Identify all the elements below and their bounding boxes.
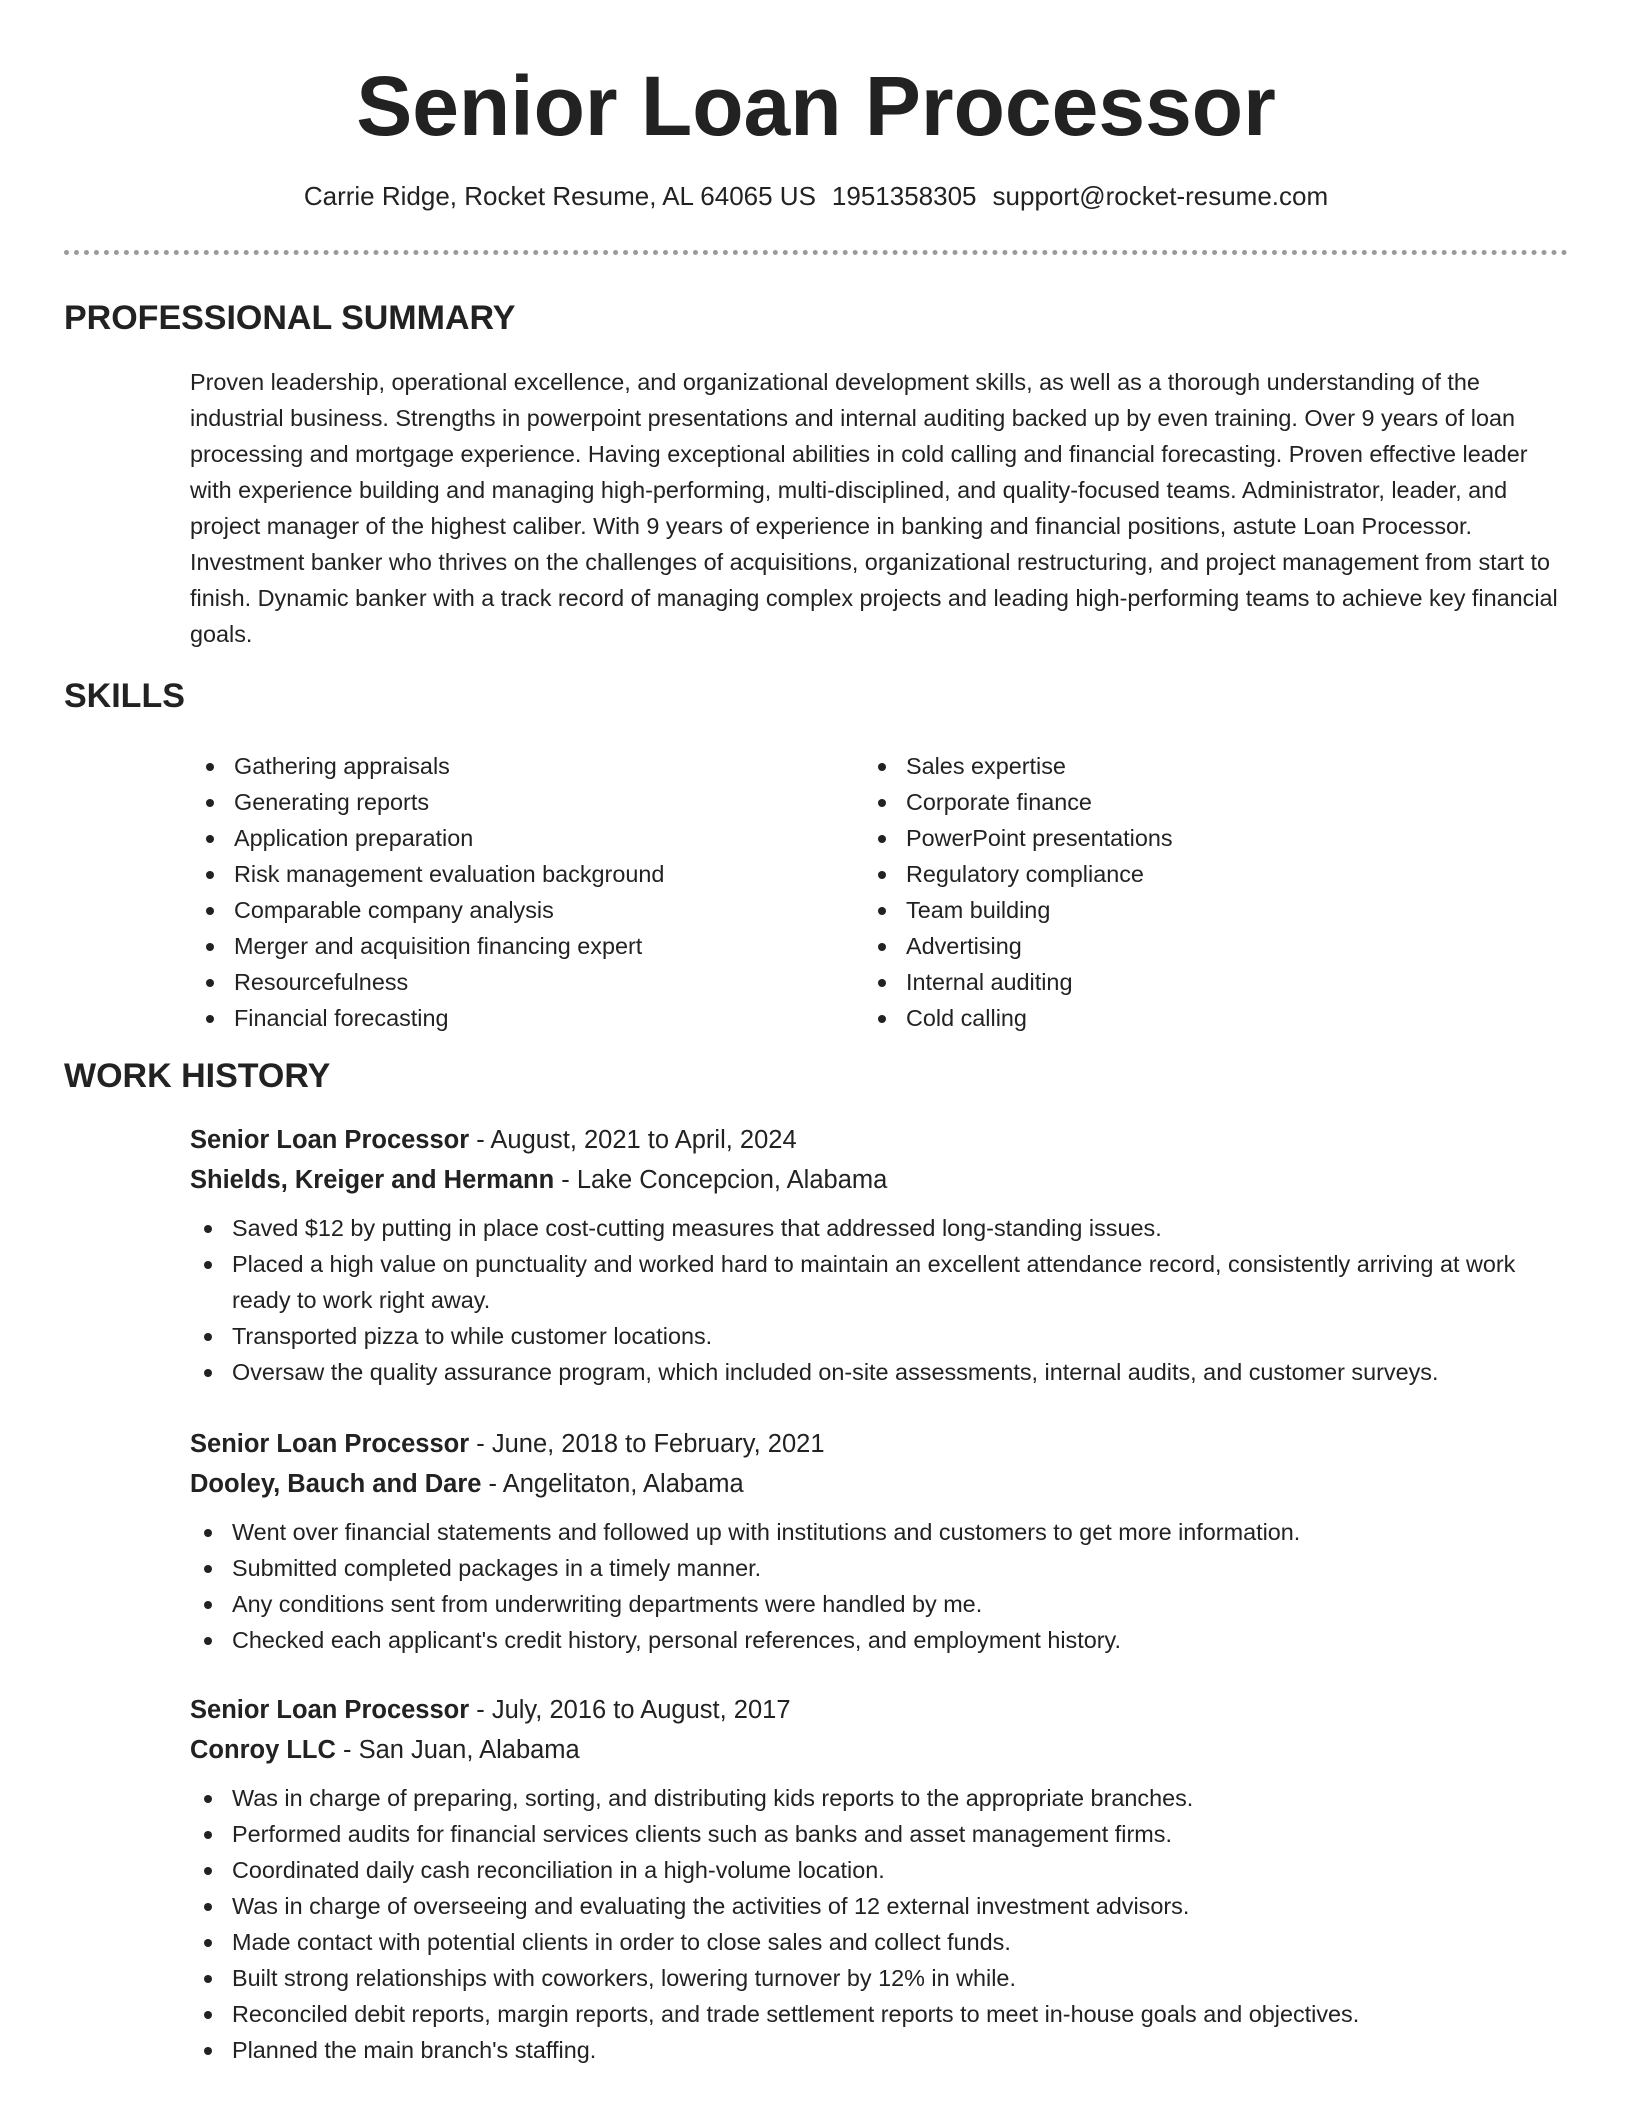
- job-bullets: [188, 1210, 1570, 1390]
- job-entry: [190, 1690, 1570, 2068]
- skills-list-left: [190, 748, 850, 1036]
- job-bullet: Made contact with potential clients in order to close sales and collect funds.: [188, 1924, 1570, 1960]
- job-bullet: Coordinated daily cash reconciliation in a high-volume location.: [188, 1852, 1570, 1888]
- job-company-line: [190, 1464, 1570, 1504]
- job-title-line: [190, 1690, 1570, 1730]
- job-title-line: [190, 1120, 1570, 1160]
- job-bullet: Planned the main branch's staffing.: [188, 2032, 1570, 2068]
- job-company: Conroy LLC: [190, 1736, 336, 1764]
- job-company: Shields, Kreiger and Hermann: [190, 1166, 555, 1194]
- contact-phone: 1951358305: [831, 181, 977, 211]
- skill-item: Cold calling: [862, 1000, 1562, 1036]
- job-entry: [190, 1120, 1570, 1390]
- job-dates: - August, 2021 to April, 2024: [469, 1126, 797, 1154]
- resume-title: Senior Loan Processor: [356, 59, 1276, 153]
- job-bullet: Checked each applicant's credit history, personal references, and employment history.: [188, 1622, 1570, 1658]
- header-divider: [64, 250, 1568, 255]
- job-bullet: Placed a high value on punctuality and worked hard to maintain an excellent attendance record, consistently arriving at work ready to work right away.: [188, 1246, 1570, 1318]
- job-role: Senior Loan Processor: [190, 1696, 470, 1724]
- skill-item: Comparable company analysis: [190, 892, 850, 928]
- job-bullet: Was in charge of preparing, sorting, and distributing kids reports to the appropriate branches.: [188, 1780, 1570, 1816]
- job-bullet: Was in charge of overseeing and evaluating the activities of 12 external investment advisors.: [188, 1888, 1570, 1924]
- skill-item: Team building: [862, 892, 1562, 928]
- job-bullet: Any conditions sent from underwriting departments were handled by me.: [188, 1586, 1570, 1622]
- job-dates: - June, 2018 to February, 2021: [469, 1430, 825, 1458]
- work-history-heading: WORK HISTORY: [64, 1057, 331, 1095]
- job-bullets: [188, 1780, 1570, 2068]
- summary-heading: PROFESSIONAL SUMMARY: [64, 299, 516, 337]
- summary-text: Proven leadership, operational excellence, and organizational development skills, as well as a thorough understanding of the industrial business. Strengths in powerpoint presentations and internal auditing backed up by even training. Over 9 years of loan processing and mortgage experience. Having exceptional abilities in cold calling and financial forecasting. Proven effective leader with experience building and managing high-performing, multi-disciplined, and quality-focused teams. Administrator, leader, and project manager of the highest caliber. With 9 years of experience in banking and financial positions, astute Loan Processor. Investment banker who thrives on the challenges of acquisitions, organizational restructuring, and project management from start to finish. Dynamic banker with a track record of managing complex projects and leading high-performing teams to achieve key financial goals.: [190, 369, 1558, 647]
- skills-heading: SKILLS: [64, 677, 185, 715]
- skill-item: Resourcefulness: [190, 964, 850, 1000]
- skill-item: Sales expertise: [862, 748, 1562, 784]
- job-bullets: [188, 1514, 1570, 1658]
- job-bullet: Saved $12 by putting in place cost-cutting measures that addressed long-standing issues.: [188, 1210, 1570, 1246]
- job-location: - San Juan, Alabama: [335, 1736, 580, 1764]
- job-company-line: [190, 1730, 1570, 1770]
- skill-item: Advertising: [862, 928, 1562, 964]
- job-bullet: Oversaw the quality assurance program, which included on-site assessments, internal audits, and customer surveys.: [188, 1354, 1570, 1390]
- job-bullet: Submitted completed packages in a timely manner.: [188, 1550, 1570, 1586]
- contact-address: Carrie Ridge, Rocket Resume, AL 64065 US: [303, 181, 816, 211]
- job-location: - Lake Concepcion, Alabama: [554, 1166, 888, 1194]
- job-bullet: Transported pizza to while customer locations.: [188, 1318, 1570, 1354]
- skill-item: Application preparation: [190, 820, 850, 856]
- skill-item: Generating reports: [190, 784, 850, 820]
- job-company: Dooley, Bauch and Dare: [190, 1470, 482, 1498]
- job-role: Senior Loan Processor: [190, 1126, 470, 1154]
- job-role: Senior Loan Processor: [190, 1430, 470, 1458]
- job-bullet: Reconciled debit reports, margin reports, and trade settlement reports to meet in-house goals and objectives.: [188, 1996, 1570, 2032]
- job-location: - Angelitaton, Alabama: [481, 1470, 744, 1498]
- contact-line: [0, 178, 1632, 214]
- job-bullet: Performed audits for financial services clients such as banks and asset management firms.: [188, 1816, 1570, 1852]
- skills-list-right: [862, 748, 1562, 1036]
- skill-item: PowerPoint presentations: [862, 820, 1562, 856]
- job-bullet: Built strong relationships with coworkers, lowering turnover by 12% in while.: [188, 1960, 1570, 1996]
- job-dates: - July, 2016 to August, 2017: [469, 1696, 791, 1724]
- skill-item: Internal auditing: [862, 964, 1562, 1000]
- skill-item: Financial forecasting: [190, 1000, 850, 1036]
- skill-item: Regulatory compliance: [862, 856, 1562, 892]
- job-title-line: [190, 1424, 1570, 1464]
- job-company-line: [190, 1160, 1570, 1200]
- contact-email: support@rocket-resume.com: [992, 181, 1329, 211]
- skill-item: Risk management evaluation background: [190, 856, 850, 892]
- job-bullet: Went over financial statements and followed up with institutions and customers to get more information.: [188, 1514, 1570, 1550]
- job-entry: [190, 1424, 1570, 1658]
- skill-item: Corporate finance: [862, 784, 1562, 820]
- skill-item: Merger and acquisition financing expert: [190, 928, 850, 964]
- skill-item: Gathering appraisals: [190, 748, 850, 784]
